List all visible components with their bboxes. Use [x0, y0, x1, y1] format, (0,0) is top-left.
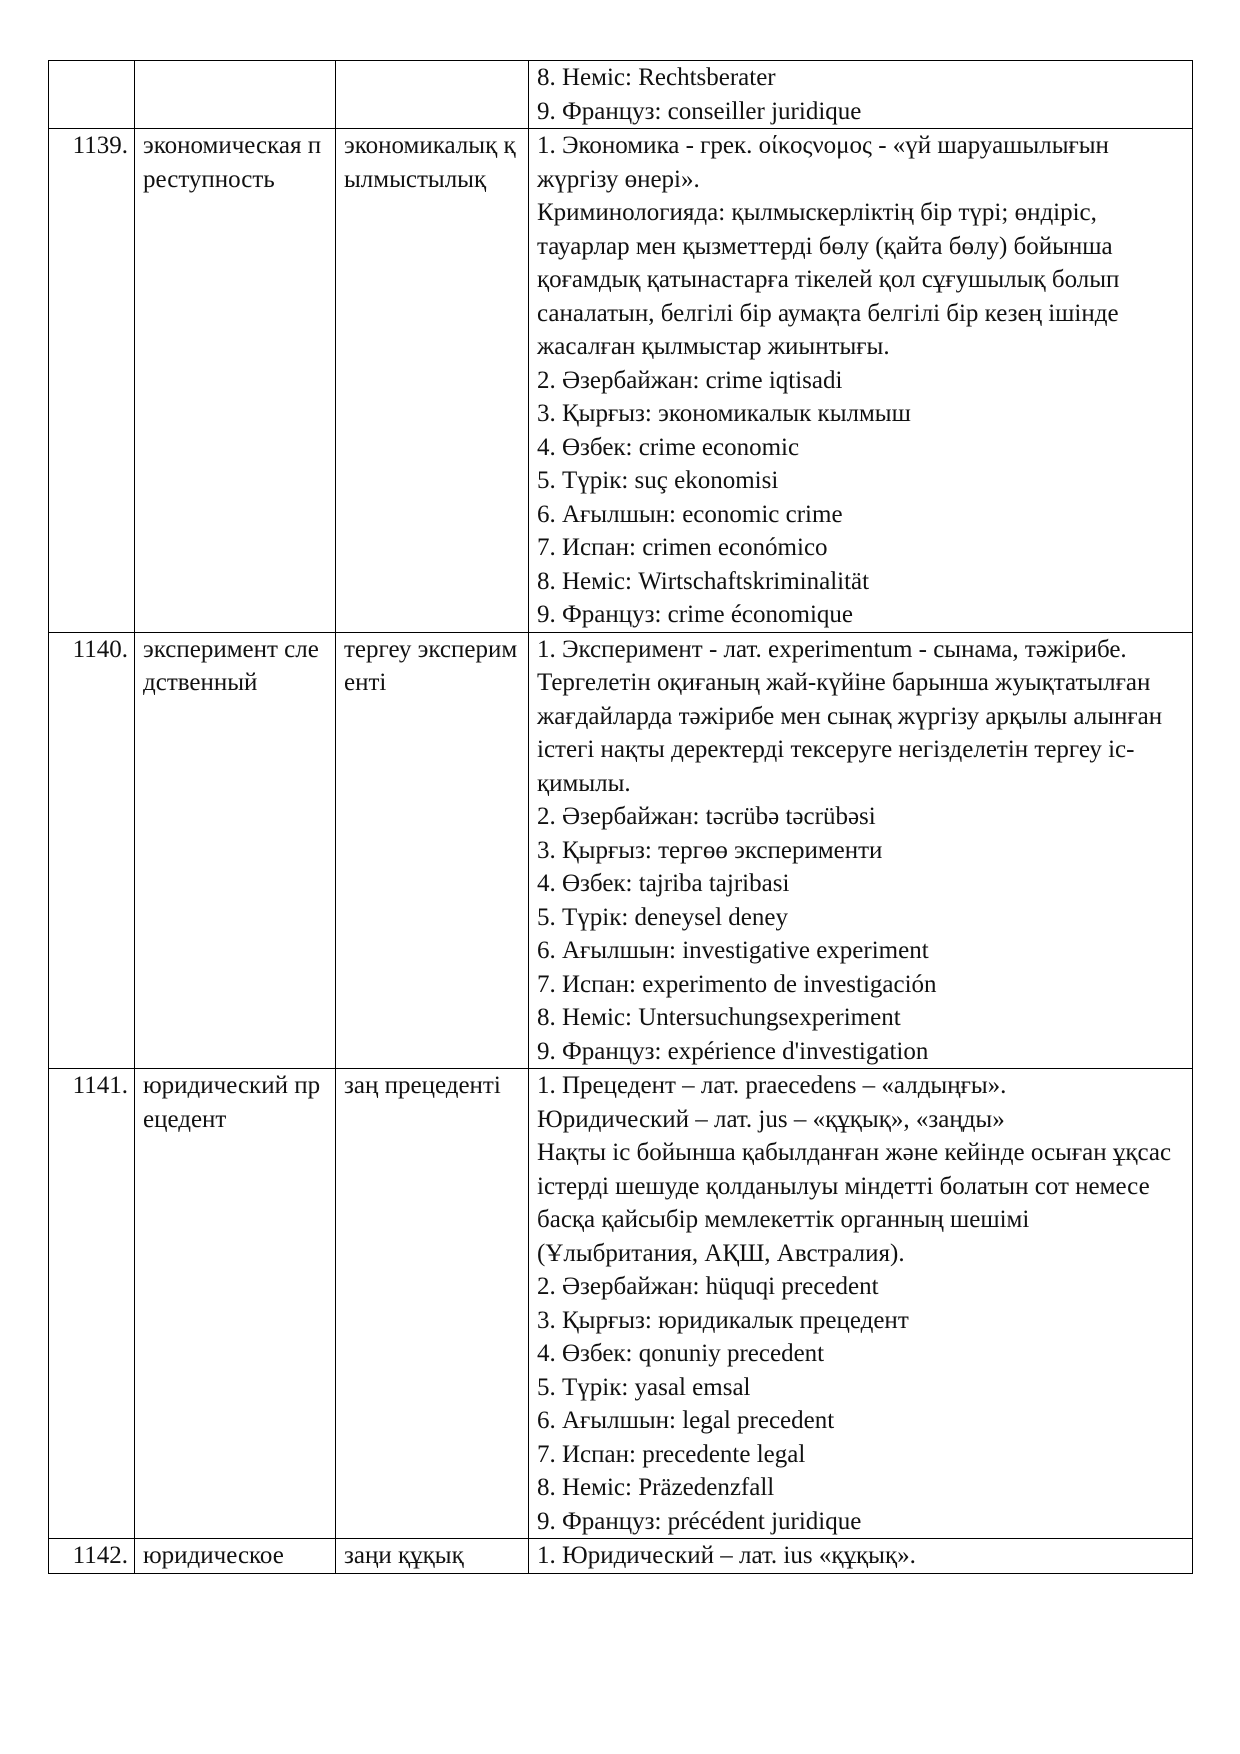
entry-number: 1142.: [49, 1539, 135, 1574]
definition-line: 9. Француз: crime économique: [537, 601, 854, 628]
definition-cell: [529, 632, 1193, 1069]
table-row: [49, 1069, 1193, 1539]
definition-line: 6. Ағылшын: investigative experiment: [537, 937, 929, 964]
definition-line: 7. Испан: precedente legal: [537, 1440, 806, 1468]
glossary-table: [48, 60, 1193, 1574]
definition-line: 3. Қырғыз: юридикалык прецедент: [537, 1306, 909, 1334]
definition-line: 2. Әзербайжан: təcrübə təcrübəsi: [537, 803, 876, 830]
term-kazakh: [336, 61, 529, 129]
term-russian: [135, 61, 336, 129]
definition-line: 8. Неміс: Wirtschaftskriminalität: [537, 567, 870, 595]
definition-line: 1. Экономика - грек. οίκοςνομος - «үй шаруашылығын жүргізу өнері».: [537, 132, 1116, 193]
definition-line: 8. Неміс: Präzedenzfall: [537, 1474, 775, 1501]
definition-line: Тергелетін оқиғаның жай-күйіне барынша жуықтатылған жағдайларда тәжірибе мен сынақ жүргізу арқылы алынған істегі нақты деректерді тексеруге негізделетін тергеу іс-қимылы.: [537, 669, 1169, 797]
definition-line: Криминологияда: қылмыскерліктің бір түрі; өндіріс, тауарлар мен қызметтерді бөлу (қайта бөлу) бойынша қоғамдық қатынастарға тікелей қол сұғушылық болып саналатын, белгілі бір аумақта белгілі бір кезең ішінде жасалған қылмыстар жиынтығы.: [537, 199, 1126, 360]
definition-line: 4. Өзбек: tajriba tajribasi: [537, 870, 790, 897]
term-kazakh: заңи құқық: [336, 1539, 529, 1574]
definition-line: 3. Қырғыз: экономикалык кылмыш: [537, 400, 911, 427]
definition-cell: [529, 129, 1193, 633]
entry-number: [49, 61, 135, 129]
definition-line: 3. Қырғыз: тергөө эксперименти: [537, 836, 883, 864]
definition-line: 5. Түрік: deneysel deney: [537, 903, 788, 931]
entry-number: 1139.: [49, 129, 135, 633]
definition-line: 4. Өзбек: crime economic: [537, 433, 800, 461]
table-row: [49, 61, 1193, 129]
table-row: [49, 1539, 1193, 1574]
definition-line: 8. Неміс: Rechtsberater: [537, 64, 776, 91]
definition-line: 4. Өзбек: qonuniy precedent: [537, 1340, 825, 1367]
term-russian: юридический прецедент: [135, 1069, 336, 1539]
definition-line: 9. Француз: expérience d'investigation: [537, 1037, 929, 1065]
definition-line: 2. Әзербайжан: hüquqi precedent: [537, 1273, 879, 1300]
table-row: [49, 129, 1193, 633]
definition-line: 1. Эксперимент - лат. experimentum - сынама, тәжірибе.: [537, 635, 1127, 663]
definition-line: 5. Түрік: yasal emsal: [537, 1373, 751, 1401]
term-russian: экономическая преступность: [135, 129, 336, 633]
glossary-body: [49, 61, 1193, 1574]
definition-line: Юридический – лат. jus – «құқық», «заңды»: [537, 1105, 1005, 1133]
term-kazakh: тергеу эксперименті: [336, 632, 529, 1069]
definition-line: 1. Прецедент – лат. praecedens – «алдыңғы».: [537, 1072, 1007, 1099]
definition-line: 6. Ағылшын: legal precedent: [537, 1407, 835, 1434]
term-russian: юридическое: [135, 1539, 336, 1574]
term-kazakh: заң прецеденті: [336, 1069, 529, 1539]
definition-cell: [529, 1069, 1193, 1539]
definition-cell: [529, 1539, 1193, 1574]
term-kazakh: экономикалық қылмыстылық: [336, 129, 529, 633]
definition-line: Нақты іс бойынша қабылданған және кейінде осыған ұқсас істерді шешуде қолданылуы міндетті болатын сот немесе басқа қайсыбір мемлекеттік органның шешімі (Ұлыбритания, АҚШ, Австралия).: [537, 1139, 1178, 1267]
definition-line: 7. Испан: experimento de investigación: [537, 970, 937, 998]
entry-number: 1140.: [49, 632, 135, 1069]
definition-line: 5. Түрік: suç ekonomisi: [537, 467, 779, 494]
definition-line: 1. Юридический – лат. ius «құқық».: [537, 1542, 916, 1569]
entry-number: 1141.: [49, 1069, 135, 1539]
definition-line: 9. Француз: conseiller juridique: [537, 97, 862, 125]
table-row: [49, 632, 1193, 1069]
definition-line: 8. Неміс: Untersuchungsexperiment: [537, 1004, 901, 1031]
term-russian: эксперимент следственный: [135, 632, 336, 1069]
definition-cell: [529, 61, 1193, 129]
definition-line: 9. Француз: précédent juridique: [537, 1507, 862, 1535]
definition-line: 7. Испан: crimen económico: [537, 534, 828, 561]
definition-line: 6. Ағылшын: economic crime: [537, 500, 843, 528]
definition-line: 2. Әзербайжан: crime iqtisadi: [537, 366, 843, 394]
